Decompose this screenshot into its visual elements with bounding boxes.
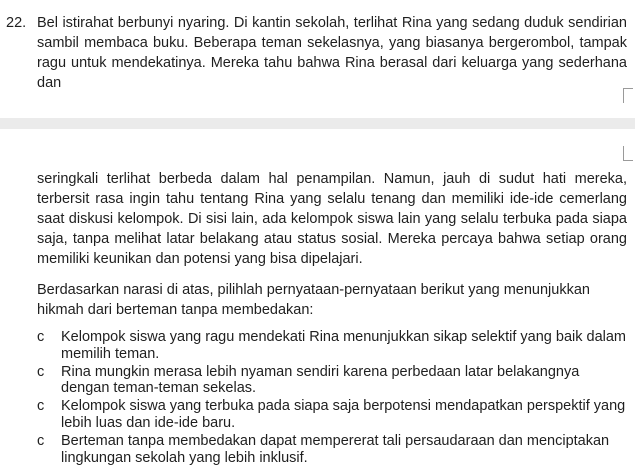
crop-corner-mark-top — [623, 88, 633, 103]
option-checkbox-marker[interactable]: c — [37, 398, 45, 415]
option-text: Berteman tanpa membedakan dapat mempererat tali persaudaraan dan menciptakan lingkungan sekolah yang lebih inklusif. — [61, 432, 610, 466]
option-text: Rina mungkin merasa lebih nyaman sendiri karena perbedaan latar belakangnya dengan teman-teman sekelas. — [61, 363, 580, 397]
narrative-paragraph-1: Bel istirahat berbunyi nyaring. Di kantin sekolah, terlihat Rina yang sedang duduk sendirian sambil membaca buku. Beberapa teman sekelasnya, yang biasanya bergerombol, tampak ragu untuk mendekatinya. Mereka tahu bahwa Rina berasal dari keluarga yang sederhana dan — [37, 15, 627, 91]
answer-option-3[interactable] — [37, 398, 629, 432]
question-prompt: Berdasarkan narasi di atas, pilihlah pernyataan-pernyataan berikut yang menunjukkan hikmah dari berteman tanpa membedakan: — [37, 282, 590, 318]
option-text: Kelompok siswa yang ragu mendekati Rina menunjukkan sikap selektif yang baik dalam memilih teman. — [61, 329, 626, 362]
option-checkbox-marker[interactable]: c — [37, 329, 45, 345]
question-number: 22. — [6, 15, 27, 31]
narrative-paragraph-2: seringkali terlihat berbeda dalam hal penampilan. Namun, jauh di sudut hati mereka, terbersit rasa ingin tahu tentang Rina yang selalu tenang dan memiliki ide-ide cemerlang saat diskusi kelompok. Di sisi lain, ada kelompok siswa lain yang selalu terbuka pada siapa saja, tanpa melihat latar belakang atau status sosial. Mereka percaya bahwa setiap orang memiliki keunikan dan potensi yang bisa dipelajari. — [37, 171, 627, 267]
option-checkbox-marker[interactable]: c — [37, 432, 45, 449]
page-break-divider — [0, 118, 635, 129]
answer-option-4[interactable] — [37, 433, 629, 467]
crop-corner-mark-bottom — [623, 146, 633, 161]
answer-option-2[interactable] — [37, 364, 629, 398]
answer-options-list — [37, 329, 629, 467]
option-text: Kelompok siswa yang terbuka pada siapa saja berpotensi mendapatkan perspektif yang lebih luas dan ide-ide baru. — [61, 398, 626, 431]
answer-option-1[interactable] — [37, 329, 629, 363]
option-checkbox-marker[interactable]: c — [37, 363, 45, 380]
